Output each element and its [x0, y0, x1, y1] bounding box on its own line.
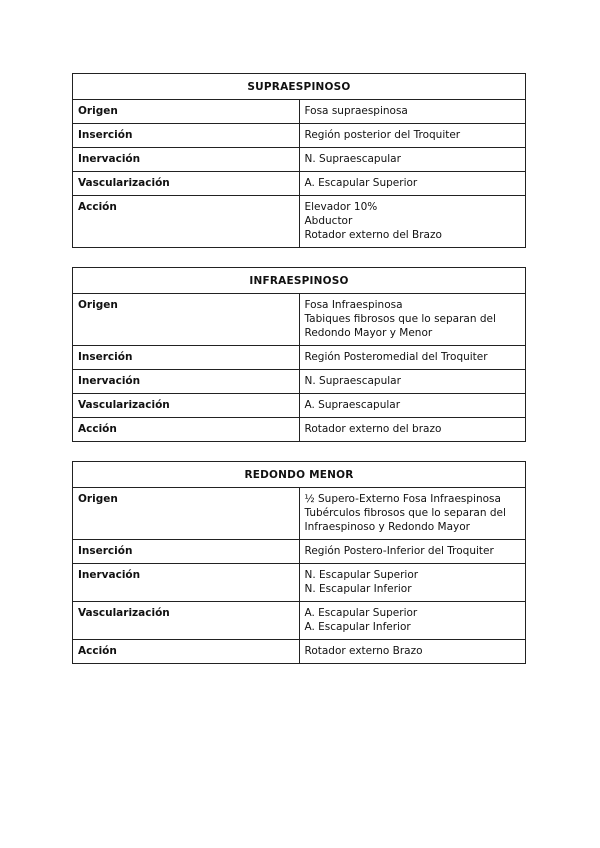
- value-line: Fosa supraespinosa: [304, 105, 408, 117]
- row-value: [299, 394, 526, 418]
- row-label: Inervación: [73, 370, 300, 394]
- table-row: [73, 540, 526, 564]
- value-line: Elevador 10%: [304, 201, 378, 213]
- row-label: Acción: [73, 196, 300, 248]
- row-value: [299, 418, 526, 442]
- row-label: Vascularización: [73, 394, 300, 418]
- value-line: A. Escapular Inferior: [304, 621, 411, 633]
- table-row: [73, 488, 526, 540]
- row-label: Origen: [73, 294, 300, 346]
- row-value: [299, 640, 526, 664]
- table-row: [73, 602, 526, 640]
- row-label: Inserción: [73, 124, 300, 148]
- value-line: A. Escapular Superior: [304, 607, 418, 619]
- row-label: Inserción: [73, 346, 300, 370]
- value-line: Fosa Infraespinosa: [304, 299, 403, 311]
- table-header-row: [73, 74, 526, 100]
- row-label: Inervación: [73, 148, 300, 172]
- muscle-table-redondo-menor: [72, 461, 526, 664]
- value-line: Rotador externo del Brazo: [304, 229, 442, 241]
- row-label: Acción: [73, 640, 300, 664]
- row-label: Origen: [73, 100, 300, 124]
- table-row: [73, 100, 526, 124]
- row-value: [299, 564, 526, 602]
- row-value: [299, 294, 526, 346]
- value-line: A. Supraescapular: [304, 399, 401, 411]
- value-line: A. Escapular Superior: [304, 177, 418, 189]
- row-label: Vascularización: [73, 172, 300, 196]
- value-line: N. Escapular Superior: [304, 569, 419, 581]
- table-row: [73, 148, 526, 172]
- table-row: [73, 124, 526, 148]
- row-label: Inserción: [73, 540, 300, 564]
- row-value: [299, 100, 526, 124]
- value-line: Región Postero-Inferior del Troquiter: [304, 545, 494, 557]
- value-line: ½ Supero-Externo Fosa Infraespinosa: [304, 493, 501, 505]
- value-line: N. Supraescapular: [304, 153, 401, 165]
- row-value: [299, 540, 526, 564]
- table-row: [73, 640, 526, 664]
- value-line: N. Supraescapular: [304, 375, 401, 387]
- row-label: Vascularización: [73, 602, 300, 640]
- row-value: [299, 148, 526, 172]
- row-value: [299, 488, 526, 540]
- value-line: Región posterior del Troquiter: [304, 129, 461, 141]
- table-row: [73, 172, 526, 196]
- row-value: [299, 196, 526, 248]
- row-label: Inervación: [73, 564, 300, 602]
- table-header-row: [73, 268, 526, 294]
- value-line: Rotador externo del brazo: [304, 423, 442, 435]
- muscle-table-infraespinoso: [72, 267, 526, 442]
- table-title: SUPRAESPINOSO: [73, 74, 526, 100]
- muscle-table-supraespinoso: [72, 73, 526, 248]
- row-label: Acción: [73, 418, 300, 442]
- row-value: [299, 172, 526, 196]
- table-row: [73, 394, 526, 418]
- value-line: Tubérculos fibrosos que lo separan del Infraespinoso y Redondo Mayor: [304, 507, 506, 533]
- table-row: [73, 564, 526, 602]
- row-value: [299, 124, 526, 148]
- value-line: Abductor: [304, 215, 353, 227]
- table-header-row: [73, 462, 526, 488]
- row-label: Origen: [73, 488, 300, 540]
- row-value: [299, 370, 526, 394]
- table-row: [73, 196, 526, 248]
- table-row: [73, 294, 526, 346]
- table-row: [73, 418, 526, 442]
- table-title: INFRAESPINOSO: [73, 268, 526, 294]
- value-line: N. Escapular Inferior: [304, 583, 412, 595]
- row-value: [299, 346, 526, 370]
- value-line: Tabiques fibrosos que lo separan del Redondo Mayor y Menor: [304, 313, 496, 339]
- table-row: [73, 346, 526, 370]
- table-title: REDONDO MENOR: [73, 462, 526, 488]
- value-line: Región Posteromedial del Troquiter: [304, 351, 488, 363]
- table-row: [73, 370, 526, 394]
- value-line: Rotador externo Brazo: [304, 645, 423, 657]
- row-value: [299, 602, 526, 640]
